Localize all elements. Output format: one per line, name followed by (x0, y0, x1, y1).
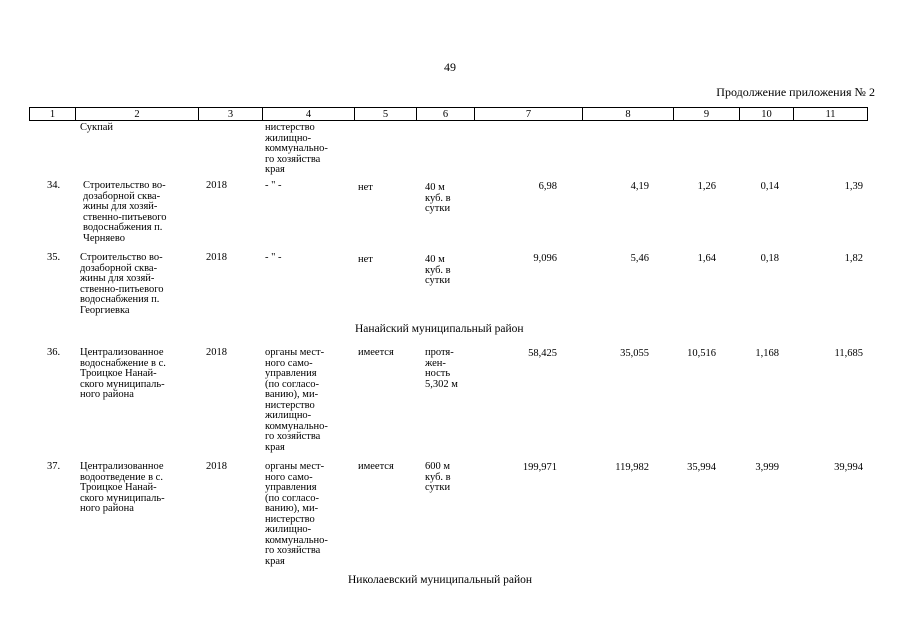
carryover-responsible: нистерство жилищно- коммунально- го хозяйства края (265, 122, 328, 175)
continuation-note: Продолжение приложения № 2 (716, 85, 875, 99)
row-status: имеется (358, 461, 394, 472)
page-number: 49 (444, 60, 456, 74)
row-col9: 10,516 (687, 348, 716, 359)
row-number: 36. (47, 347, 61, 358)
row-col11: 1,82 (844, 253, 863, 264)
col-header-1: 1 (30, 108, 76, 121)
row-status: нет (358, 182, 373, 193)
row-col7: 58,425 (528, 348, 557, 359)
col-header-8: 8 (583, 108, 674, 121)
col-header-6: 6 (417, 108, 475, 121)
row-col8: 119,982 (615, 462, 649, 473)
col-header-5: 5 (355, 108, 417, 121)
row-capacity: 600 м куб. в сутки (425, 461, 451, 493)
row-responsible: - " - (265, 252, 282, 263)
row-col8: 5,46 (630, 253, 649, 264)
row-number: 34. (47, 180, 61, 191)
section-heading-nikolaev: Николаевский муниципальный район (348, 574, 533, 586)
row-year: 2018 (206, 252, 227, 263)
row-col11: 39,994 (834, 462, 863, 473)
row-name: Строительство во- дозаборной сква- жины для хозяй- ственно-питьевого водоснабжения п. Георгиевка (80, 252, 164, 316)
row-number: 35. (47, 252, 61, 263)
section-heading-nanai: Нанайский муниципальный район (355, 323, 524, 335)
row-year: 2018 (206, 180, 227, 191)
row-capacity: 40 м куб. в сутки (425, 254, 451, 286)
col-header-11: 11 (794, 108, 868, 121)
row-responsible: органы мест- ного само- управления (по согласо- ванию), ми- нистерство жилищно- коммунально- го хозяйства края (265, 347, 328, 453)
row-name: Строительство во- дозаборной сква- жины для хозяй- ственно-питьевого водоснабжения п. Черняево (83, 180, 167, 244)
row-responsible: - " - (265, 180, 282, 191)
row-col9: 1,26 (697, 181, 716, 192)
col-header-4: 4 (263, 108, 355, 121)
row-col8: 35,055 (620, 348, 649, 359)
row-status: нет (358, 254, 373, 265)
row-col7: 6,98 (538, 181, 557, 192)
row-number: 37. (47, 461, 61, 472)
row-capacity: 40 м куб. в сутки (425, 182, 451, 214)
row-year: 2018 (206, 461, 227, 472)
row-col8: 4,19 (630, 181, 649, 192)
row-status: имеется (358, 347, 394, 358)
carryover-name: Сукпай (80, 122, 113, 133)
row-col9: 35,994 (687, 462, 716, 473)
col-header-7: 7 (475, 108, 583, 121)
row-name: Централизованное водоснабжение в с. Троицкое Нанай- ского муниципаль- ного района (80, 347, 166, 400)
row-col11: 1,39 (844, 181, 863, 192)
row-col10: 1,168 (755, 348, 779, 359)
row-col10: 3,999 (755, 462, 779, 473)
row-col10: 0,18 (760, 253, 779, 264)
row-col7: 199,971 (522, 462, 557, 473)
row-col11: 11,685 (834, 348, 863, 359)
row-name: Централизованное водоотведение в с. Троицкое Нанай- ского муниципаль- ного района (80, 461, 165, 514)
row-col9: 1,64 (697, 253, 716, 264)
row-year: 2018 (206, 347, 227, 358)
col-header-2: 2 (76, 108, 199, 121)
col-header-9: 9 (674, 108, 740, 121)
col-header-3: 3 (199, 108, 263, 121)
row-col10: 0,14 (760, 181, 779, 192)
row-capacity: протя- жен- ность 5,302 м (425, 347, 458, 390)
column-header-row (29, 107, 868, 121)
col-header-10: 10 (740, 108, 794, 121)
row-responsible: органы мест- ного само- управления (по согласо- ванию), ми- нистерство жилищно- коммунально- го хозяйства края (265, 461, 328, 567)
row-col7: 9,096 (533, 253, 557, 264)
